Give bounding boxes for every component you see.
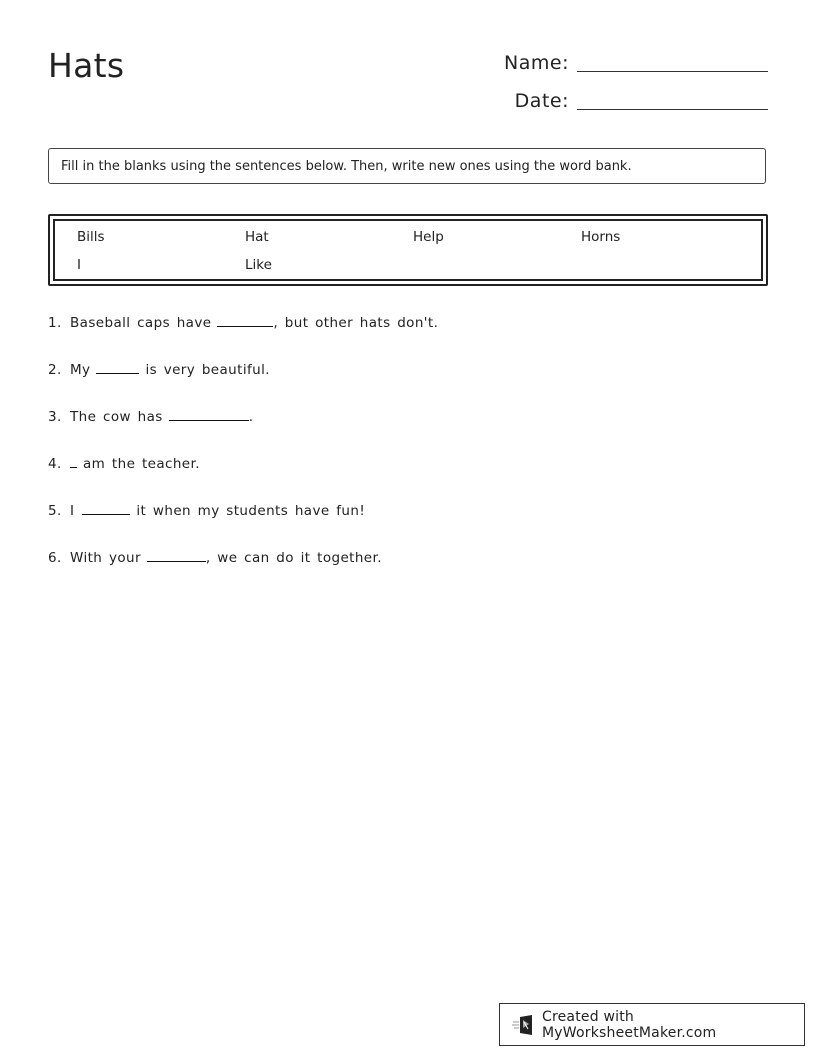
question-text-before: The cow has bbox=[70, 409, 163, 425]
footer-text: Created with MyWorksheetMaker.com bbox=[542, 1008, 717, 1041]
question-number: 2. bbox=[48, 362, 62, 378]
question-6 bbox=[48, 549, 382, 566]
question-text-before: I bbox=[70, 503, 75, 519]
answer-blank[interactable] bbox=[217, 314, 273, 327]
word-bank-item: Bills bbox=[77, 229, 105, 245]
question-text-before: My bbox=[70, 362, 91, 378]
answer-blank[interactable] bbox=[96, 361, 139, 374]
name-blank-line[interactable] bbox=[577, 70, 768, 72]
question-text-before: With your bbox=[70, 550, 141, 566]
date-label: Date: bbox=[514, 90, 569, 112]
question-number: 5. bbox=[48, 503, 62, 519]
name-label: Name: bbox=[504, 52, 569, 74]
word-bank-inner-border bbox=[53, 219, 763, 281]
word-bank-item: Help bbox=[413, 229, 444, 245]
date-field bbox=[489, 90, 768, 112]
question-1 bbox=[48, 314, 438, 331]
word-bank-item: Like bbox=[245, 257, 272, 273]
footer-badge[interactable] bbox=[499, 1003, 805, 1046]
question-number: 1. bbox=[48, 315, 62, 331]
worksheet-logo-icon bbox=[512, 1014, 536, 1036]
question-text-after: , we can do it together. bbox=[205, 550, 382, 566]
question-5 bbox=[48, 502, 365, 519]
answer-blank[interactable] bbox=[169, 408, 249, 421]
question-text-after: it when my students have fun! bbox=[136, 503, 366, 519]
question-text-after: . bbox=[248, 409, 254, 425]
answer-blank[interactable] bbox=[82, 502, 130, 515]
question-text-before: Baseball caps have bbox=[70, 315, 212, 331]
answer-blank[interactable] bbox=[70, 455, 77, 468]
instructions-text: Fill in the blanks using the sentences below. Then, write new ones using the word bank. bbox=[61, 159, 632, 174]
question-2 bbox=[48, 361, 270, 378]
name-field bbox=[489, 52, 768, 74]
question-number: 3. bbox=[48, 409, 62, 425]
word-bank bbox=[48, 214, 768, 286]
worksheet-title: Hats bbox=[48, 46, 125, 85]
date-blank-line[interactable] bbox=[577, 108, 768, 110]
word-bank-item: Horns bbox=[581, 229, 621, 245]
instructions-box bbox=[48, 148, 766, 184]
question-number: 6. bbox=[48, 550, 62, 566]
word-bank-item: Hat bbox=[245, 229, 269, 245]
word-bank-item: I bbox=[77, 257, 81, 273]
question-text-after: is very beautiful. bbox=[145, 362, 270, 378]
question-text-after: , but other hats don't. bbox=[273, 315, 439, 331]
question-number: 4. bbox=[48, 456, 62, 472]
question-3 bbox=[48, 408, 253, 425]
question-4 bbox=[48, 455, 200, 472]
answer-blank[interactable] bbox=[147, 549, 206, 562]
question-text-after: am the teacher. bbox=[83, 456, 200, 472]
